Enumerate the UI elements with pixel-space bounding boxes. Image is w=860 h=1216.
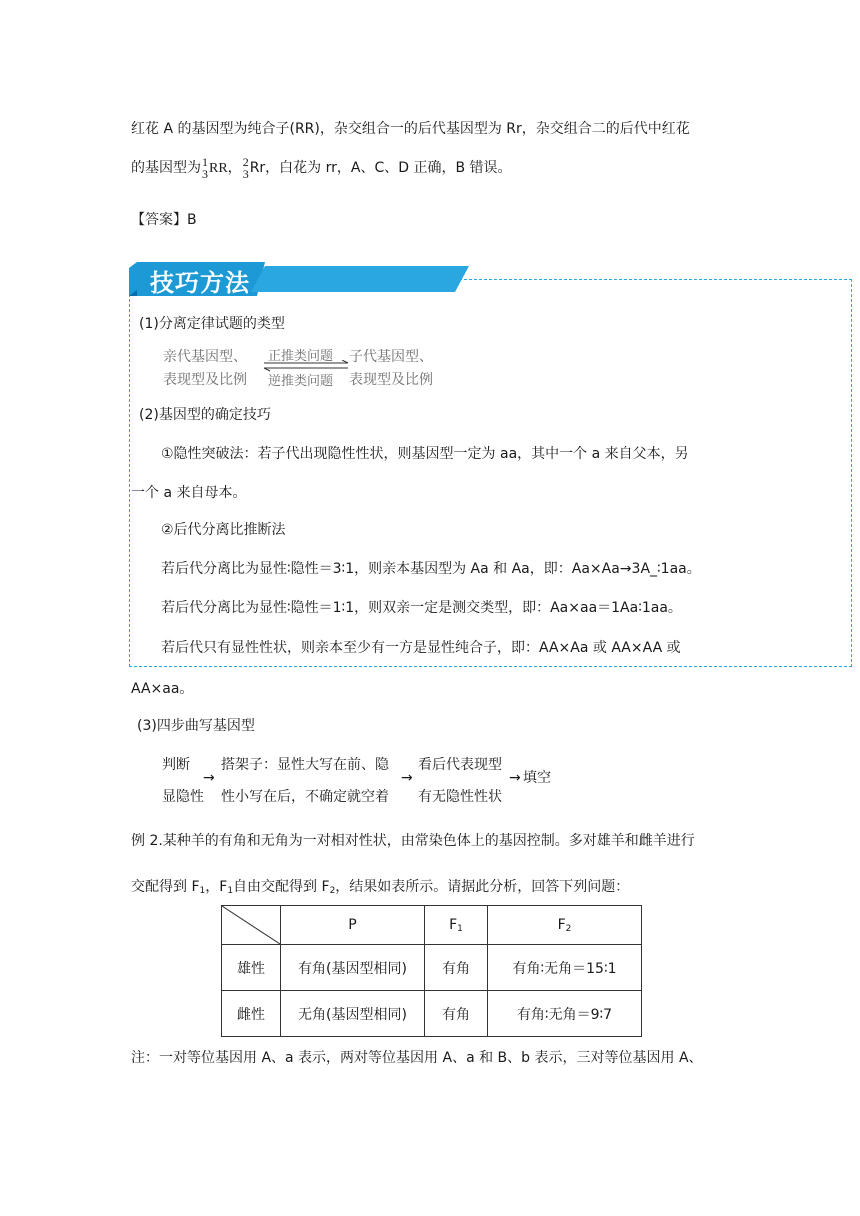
intro-line2-prefix: 的基因型为 xyxy=(131,160,201,176)
subscript-2: 2 xyxy=(329,886,336,896)
subscript-1: 1 xyxy=(199,886,206,896)
results-table xyxy=(221,905,642,1037)
example-line2-d: ，结果如表所示。请据此分析，回答下列问题： xyxy=(335,879,630,895)
fraction-two-third xyxy=(243,156,249,180)
table-row xyxy=(222,991,642,1037)
rule-dominant-line2: AA×aa。 xyxy=(131,681,194,697)
f1-letter: F xyxy=(449,916,458,933)
step1-top: 判断 xyxy=(162,757,190,773)
double-arrow-icon xyxy=(260,360,352,372)
note-line: 注：一对等位基因用 A、a 表示，两对等位基因用 A、a 和 B、b 表示，三对等位基因用 A、 xyxy=(131,1050,703,1066)
table-cell: 无角(基因型相同) xyxy=(281,991,425,1037)
rule-dominant-line1: 若后代只有显性性状，则亲本至少有一方是显性纯合子，即：AA×Aa 或 AA×AA 或 xyxy=(161,640,681,656)
table-row xyxy=(222,945,642,991)
diagram-arrow-bottom-label: 逆推类问题 xyxy=(268,374,334,389)
diagonal-line xyxy=(222,906,280,944)
section2-title: (2)基因型的确定技巧 xyxy=(139,407,271,423)
section1-title: (1)分离定律试题的类型 xyxy=(139,316,285,332)
diagram-right-top: 子代基因型、 xyxy=(349,349,433,365)
table-cell: 有角(基因型相同) xyxy=(281,945,425,991)
diagram-left-bottom: 表现型及比例 xyxy=(163,372,247,388)
frac1-numerator: 1 xyxy=(202,155,208,169)
table-corner-cell xyxy=(222,906,281,945)
intro-line2 xyxy=(131,156,512,180)
step-arrow-3: → xyxy=(509,770,521,786)
rule-3-1: 若后代分离比为显性∶隐性＝3∶1，则亲本基因型为 Aa 和 Aa，即：Aa×Aa→3A_∶1aa。 xyxy=(161,561,701,577)
f1-sub: 1 xyxy=(457,923,463,934)
item1-line2: 一个 a 来自母本。 xyxy=(131,485,247,501)
f2-sub: 2 xyxy=(565,923,572,934)
step3-top: 看后代表现型 xyxy=(418,757,502,773)
example-line1: 例 2.某种羊的有角和无角为一对相对性状，由常染色体上的基因控制。多对雄羊和雌羊进行 xyxy=(131,833,695,849)
steps-title: (3)四步曲写基因型 xyxy=(137,718,255,734)
table-header-f2 xyxy=(488,906,642,945)
item1-line1: ①隐性突破法：若子代出现隐性性状，则基因型一定为 aa，其中一个 a 来自父本，另 xyxy=(161,446,689,462)
frac1-after: RR， xyxy=(209,161,242,176)
table-header-p: P xyxy=(281,906,425,945)
diagram-left-top: 亲代基因型、 xyxy=(163,349,247,365)
step2-bottom: 性小写在后，不确定就空着 xyxy=(221,789,389,805)
step1-bottom: 显隐性 xyxy=(162,789,204,805)
table-header-row xyxy=(222,906,642,945)
example-line2-a: 交配得到 F xyxy=(131,879,200,895)
tips-banner-title: 技巧方法 xyxy=(150,269,250,297)
table-cell: 有角 xyxy=(425,991,488,1037)
step2-top: 搭架子：显性大写在前、隐 xyxy=(221,757,389,773)
intro-line2-suffix: Rr，白花为 rr，A、C、D 正确，B 错误。 xyxy=(249,160,512,176)
subscript-1b: 1 xyxy=(227,886,234,896)
table-cell: 雌性 xyxy=(222,991,281,1037)
step4: 填空 xyxy=(523,770,551,786)
frac2-numerator: 2 xyxy=(242,155,249,169)
example-line2-c: 自由交配得到 F xyxy=(233,879,330,895)
table-cell: 雄性 xyxy=(222,945,281,991)
example-line2-b: ，F xyxy=(205,879,228,895)
step3-bottom: 有无隐性性状 xyxy=(418,789,502,805)
diagram-right-bottom: 表现型及比例 xyxy=(349,372,433,388)
rule-1-1: 若后代分离比为显性∶隐性＝1∶1，则双亲一定是测交类型，即：Aa×aa＝1Aa∶1aa。 xyxy=(161,600,682,616)
step-arrow-1: → xyxy=(203,770,215,786)
step-arrow-2: → xyxy=(401,770,413,786)
intro-line1: 红花 A 的基因型为纯合子(RR)，杂交组合一的后代基因型为 Rr，杂交组合二的后代中红花 xyxy=(131,121,690,137)
table-cell: 有角∶无角＝9∶7 xyxy=(488,991,642,1037)
answer-line: 【答案】B xyxy=(131,212,197,228)
table-header-f1 xyxy=(425,906,488,945)
table-cell: 有角∶无角＝15∶1 xyxy=(488,945,642,991)
frac2-denominator: 3 xyxy=(242,167,249,181)
item2-title: ②后代分离比推断法 xyxy=(161,522,286,538)
f2-letter: F xyxy=(557,916,566,933)
fraction-one-third xyxy=(202,156,208,180)
diagram-arrow-top-label: 正推类问题 xyxy=(268,349,334,364)
frac1-denominator: 3 xyxy=(202,167,208,181)
example-line2 xyxy=(131,876,629,896)
table-cell: 有角 xyxy=(425,945,488,991)
